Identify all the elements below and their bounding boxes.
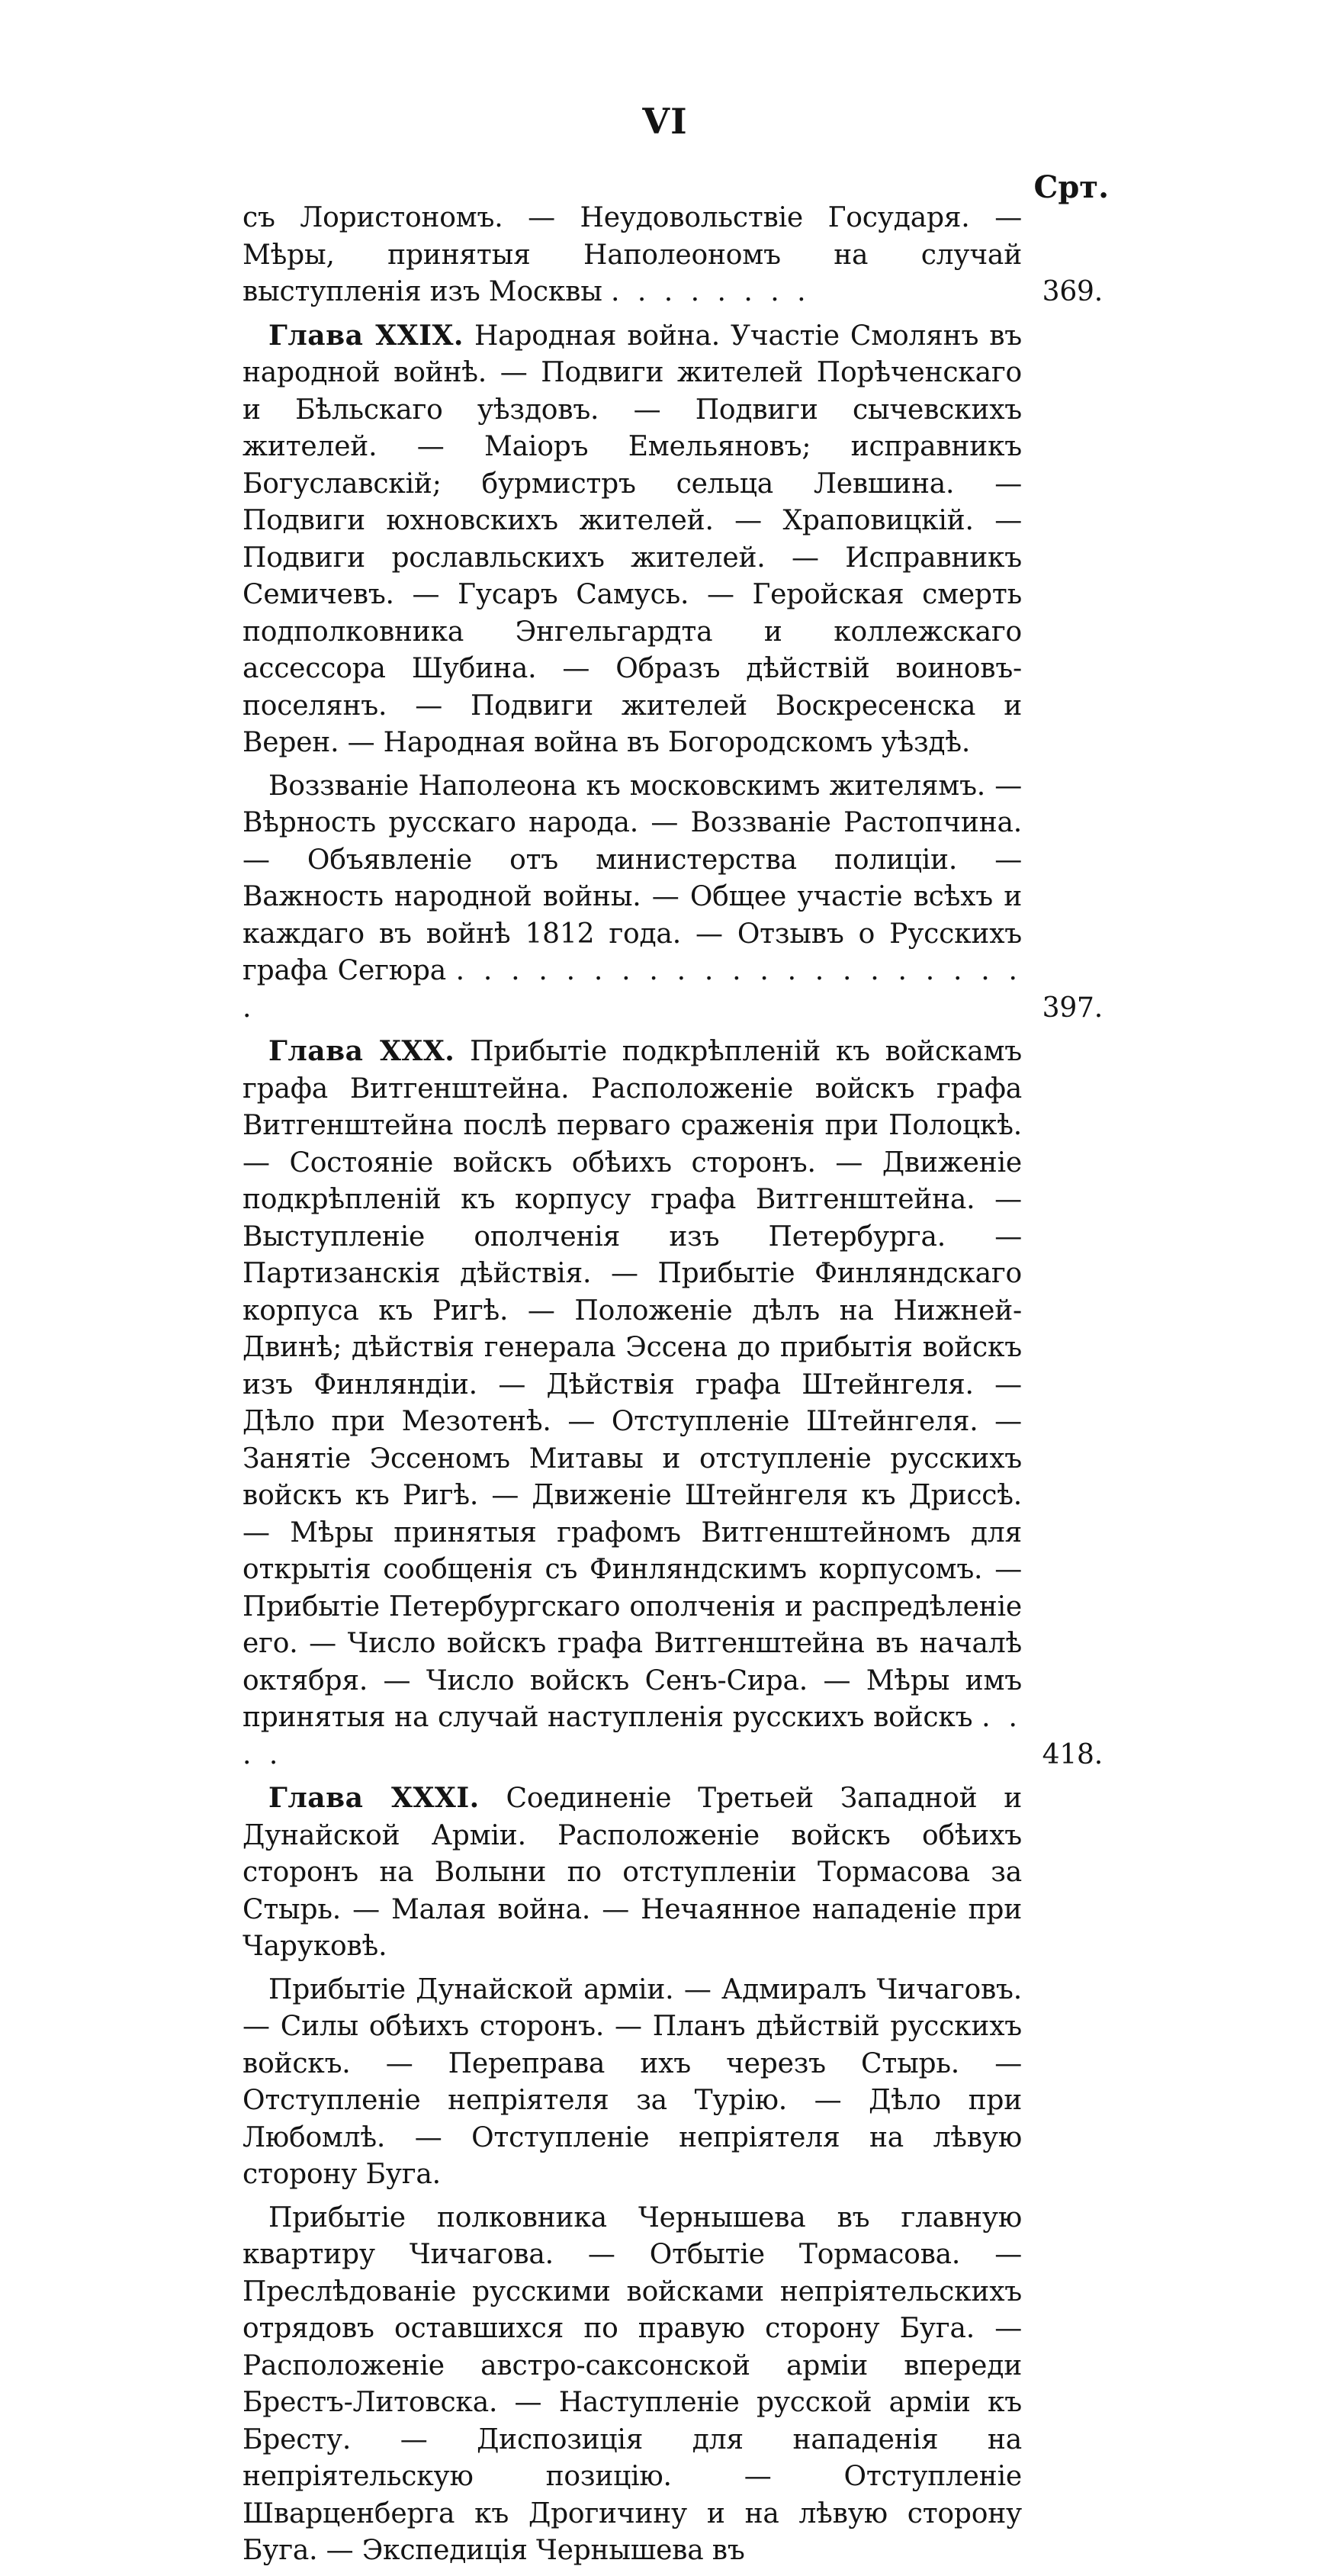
chapter-label: Глава XXX.	[268, 1035, 455, 1067]
entry-text: Прибытіе полковника Чернышева въ главную квартиру Чичагова. — Отбытіе Тормасова. — Преслѣдованіе русскими войсками непріятельскихъ отрядовъ оставшихся по правую сторону Буга. — Расположеніе австро-саксонской арміи впереди Брестъ-Литовска. — Наступленіе русской арміи къ Бресту. — Диспозиція для нападенія на непріятельскую позицію. — Отступленіе Шварценберга къ Дрогичину и на лѣвую сторону Буга. — Экспедиція Чернышева въ	[243, 2201, 1022, 2566]
leader-dots: . . . .	[243, 1702, 1022, 1770]
table-of-contents	[243, 200, 1103, 2576]
entry-text: съ Лористономъ. — Неудовольствіе Государя. — Мѣры, принятыя Наполеономъ на случай выступленія изъ Москвы	[243, 202, 1022, 307]
toc-entry	[243, 2200, 1022, 2570]
toc-entry	[243, 200, 1103, 311]
entry-text: Соединеніе Третьей Западной и Дунайской Арміи. Расположеніе войскъ обѣихъ сторонъ на Волыни по отступленіи Тормасова за Стырь. — Малая война. — Нечаянное нападеніе при Чаруковѣ.	[243, 1783, 1022, 1962]
entry-page-number: 397.	[1042, 992, 1103, 1024]
toc-entry	[243, 1033, 1103, 1774]
leader-dots: . . . . . . . .	[610, 276, 811, 307]
entry-text: Прибытіе подкрѣпленій къ войскамъ графа Витгенштейна. Расположеніе войскъ графа Витгенштейна послѣ перваго сраженія при Полоцкѣ. — Состояніе войскъ обѣихъ сторонъ. — Движеніе подкрѣпленій къ корпусу графа Витгенштейна. — Выступленіе ополченія изъ Петербурга. — Партизанскія дѣйствія. — Прибытіе Финляндскаго корпуса къ Ригѣ. — Положеніе дѣлъ на Нижней-Двинѣ; дѣйствія генерала Эссена до прибытія войскъ изъ Финляндіи. — Дѣйствія графа Штейнгеля. — Дѣло при Мезотенѣ. — Отступленіе Штейнгеля. — Занятіе Эссеномъ Митавы и отступленіе русскихъ войскъ къ Ригѣ. — Движеніе Штейнгеля къ Дриссѣ. — Мѣры принятыя графомъ Витгенштейномъ для открытія сообщенія съ Финляндскимъ корпусомъ. — Прибытіе Петербургскаго ополченія и распредѣленіе его. — Число войскъ графа Витгенштейна въ началѣ октября. — Число войскъ Сенъ-Сира. — Мѣры имъ принятыя на случай наступленія русскихъ войскъ	[243, 1036, 1023, 1733]
entry-page-number: 369.	[1042, 276, 1103, 307]
chapter-label: Глава XXXI.	[268, 1782, 480, 1814]
toc-entry	[243, 1972, 1022, 2194]
entry-text: Прибытіе Дунайской арміи. — Адмиралъ Чичаговъ. — Силы обѣихъ сторонъ. — Планъ дѣйствій русскихъ войскъ. — Переправа ихъ черезъ Стырь. — Отступленіе непріятеля за Турію. — Дѣло при Любомлѣ. — Отступленіе непріятеля на лѣвую сторону Буга.	[243, 1973, 1022, 2190]
page-number: VI	[642, 101, 688, 142]
toc-entry	[243, 317, 1022, 762]
entry-text: Воззваніе Наполеона къ московскимъ жителямъ. — Вѣрность русскаго народа. — Воззваніе Растопчина. — Объявленіе отъ министерства полиціи. — Важность народной войны. — Общее участіе всѣхъ и каждаго въ войнѣ 1812 года. — Отзывъ о Русскихъ графа Сегюра	[243, 770, 1022, 986]
toc-entry	[243, 1780, 1022, 1966]
page-column-label: Срт.	[1033, 169, 1109, 205]
entry-page-number: 418.	[1042, 1738, 1103, 1770]
toc-entry	[243, 768, 1103, 1028]
entry-text: Народная война. Участіе Смолянъ въ народной войнѣ. — Подвиги жителей Порѣченскаго и Бѣльскаго уѣздовъ. — Подвиги сычевскихъ жителей. — Маіоръ Емельяновъ; исправникъ Богуславскій; бурмистръ сельца Левшина. — Подвиги юхновскихъ жителей. — Храповицкій. — Подвиги рославльскихъ жителей. — Исправникъ Семичевъ. — Гусаръ Самусь. — Геройская смерть подполковника Энгельгардта и коллежскаго ассессора Шубина. — Образъ дѣйствій воиновъ-поселянъ. — Подвиги жителей Воскресенска и Верен. — Народная война въ Богородскомъ уѣздѣ.	[243, 320, 1022, 758]
leader-dots: . . . . . . . . . . . . . . . . . . . . . .	[243, 955, 1022, 1024]
chapter-label: Глава XXIX.	[268, 319, 464, 352]
